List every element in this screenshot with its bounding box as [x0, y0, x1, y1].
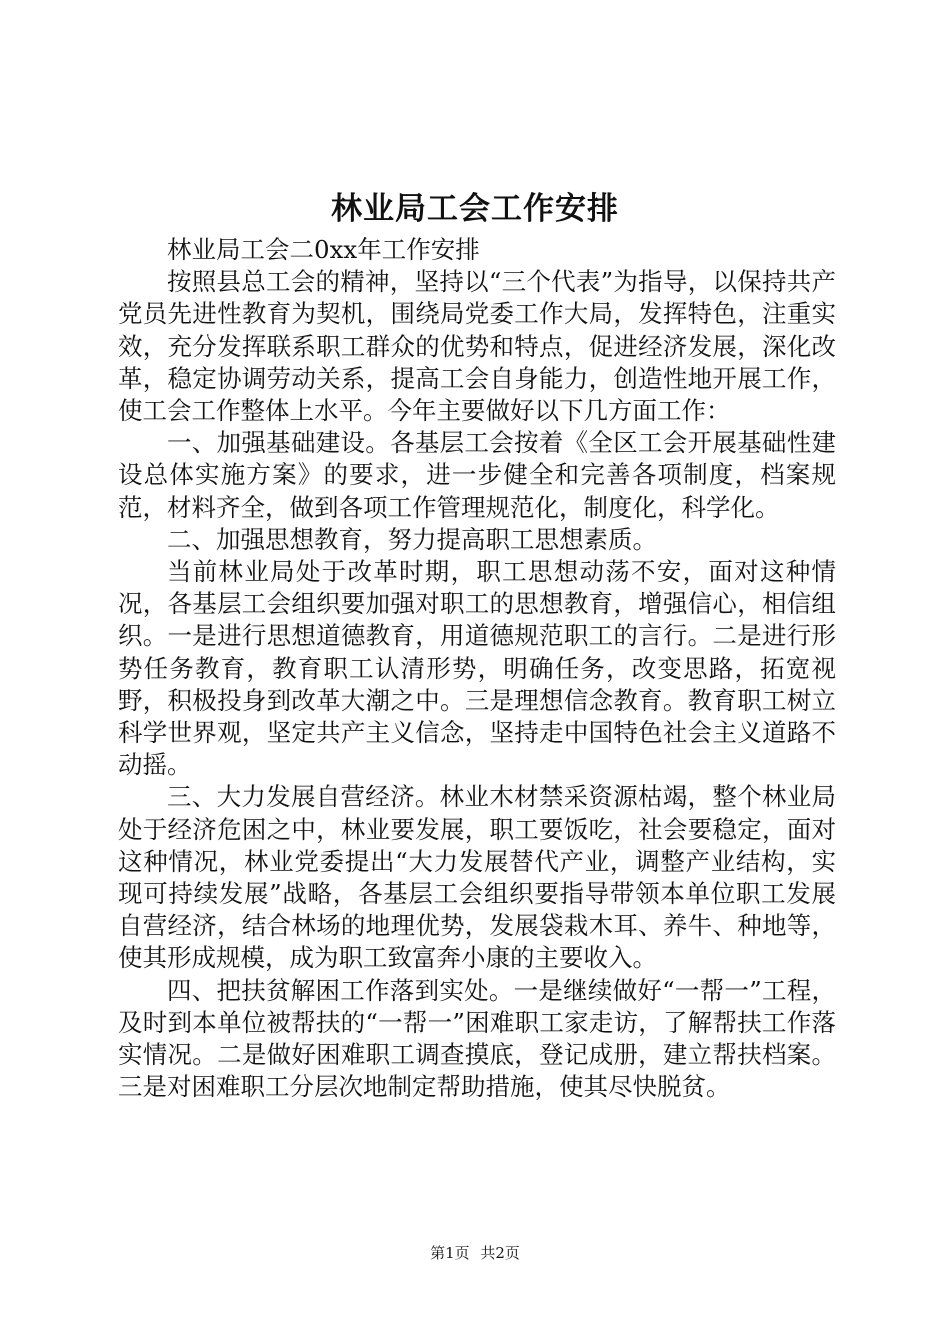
paragraph-section-4: 四、把扶贫解困工作落到实处。一是继续做好“一帮一”工程，及时到本单位被帮扶的“一帮一”困难职工家走访，了解帮扶工作落实情况。二是做好困难职工调查摸底，登记成册，建立帮扶档案。三是对困难职工分层次地制定帮助措施，使其尽快脱贫。 [118, 975, 836, 1102]
paragraph-section-1: 一、加强基础建设。各基层工会按着《全区工会开展基础性建设总体实施方案》的要求，进一步健全和完善各项制度，档案规范，材料齐全，做到各项工作管理规范化，制度化，科学化。 [118, 428, 836, 522]
document-title: 林业局工会工作安排 [331, 191, 619, 227]
paragraph-section-3: 三、大力发展自营经济。林业木材禁采资源枯竭，整个林业局处于经济危困之中，林业要发展，职工要饭吃，社会要稳定，面对这种情况，林业党委提出“大力发展替代产业，调整产业结构，实现可持续发展”战略，各基层工会组织要指导带领本单位职工发展自营经济，结合林场的地理优势，发展袋栽木耳、养牛、种地等，使其形成规模，成为职工致富奔小康的主要收入。 [118, 782, 836, 973]
paragraph-intro: 按照县总工会的精神，坚持以“三个代表”为指导，以保持共产党员先进性教育为契机，围绕局党委工作大局，发挥特色，注重实效，充分发挥联系职工群众的优势和特点，促进经济发展，深化改革，稳定协调劳动关系，提高工会自身能力，创造性地开展工作，使工会工作整体上水平。今年主要做好以下几方面工作： [118, 267, 836, 426]
paragraph-subtitle: 林业局工会二0xx年工作安排 [167, 235, 480, 264]
paragraph-section-2-heading: 二、加强思想教育，努力提高职工思想素质。 [167, 524, 657, 554]
document-body [118, 234, 836, 1103]
paragraph-section-2-body: 当前林业局处于改革时期，职工思想动荡不安，面对这种情况，各基层工会组织要加强对职工的思想教育，增强信心，相信组织。一是进行思想道德教育，用道德规范职工的言行。二是进行形势任务教育，教育职工认清形势，明确任务，改变思路，拓宽视野，积极投身到改革大潮之中。三是理想信念教育。教育职工树立科学世界观，坚定共产主义信念，坚持走中国特色社会主义道路不动摇。 [118, 557, 836, 780]
page-number-current: 第1页 [430, 1244, 470, 1262]
page-footer [0, 1243, 950, 1263]
page-number-total: 共2页 [480, 1244, 520, 1262]
